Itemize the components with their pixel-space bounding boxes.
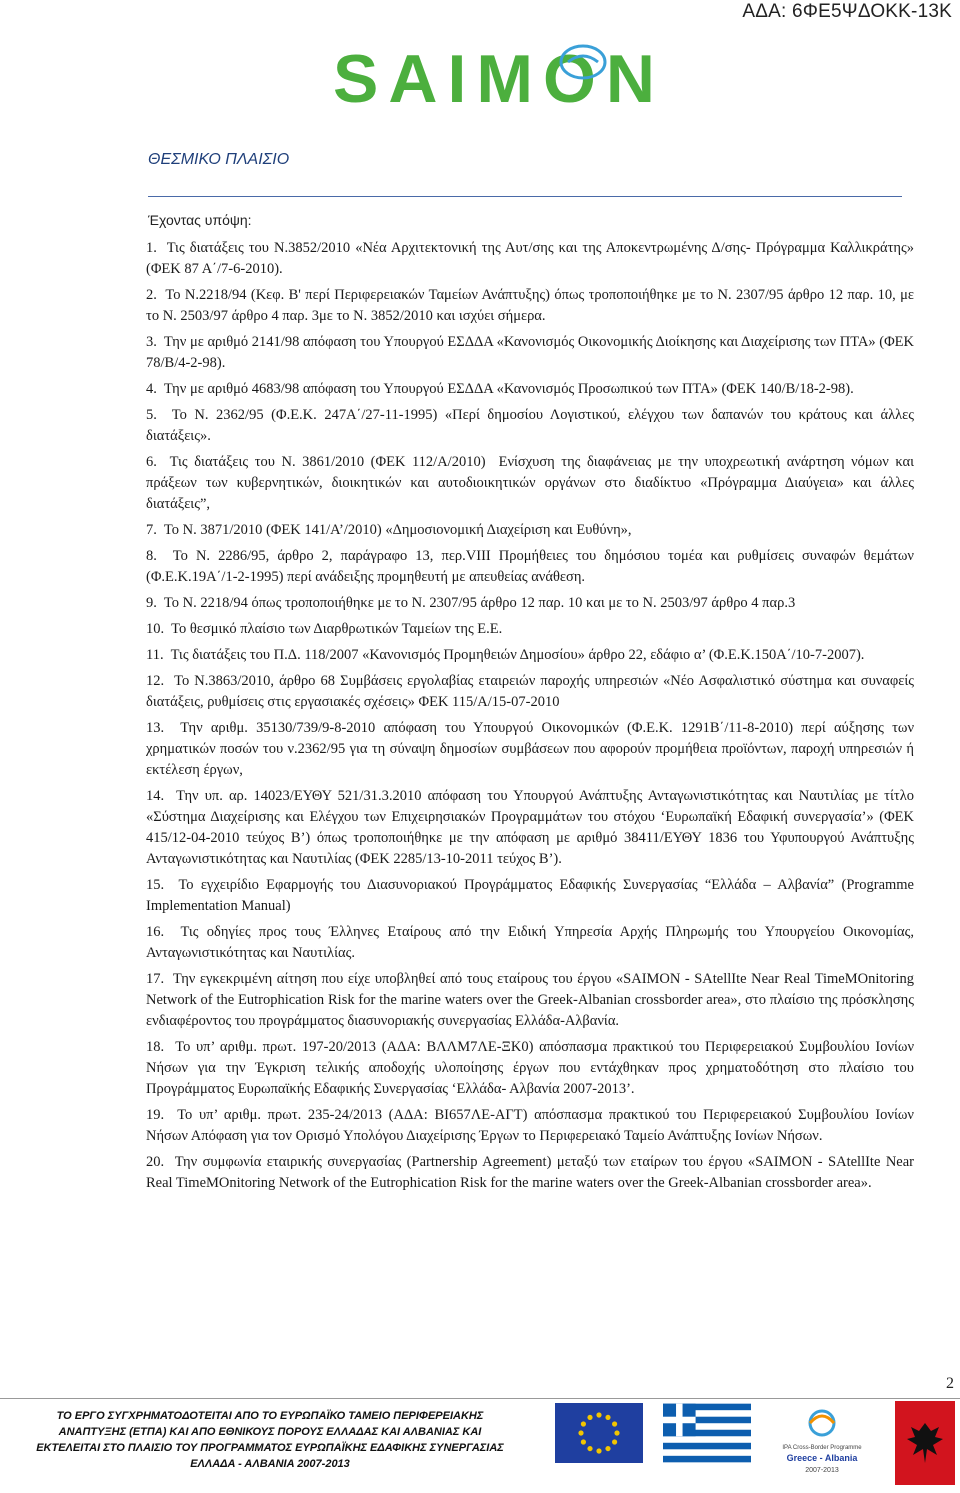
eu-star-icon [578,1430,583,1435]
list-item: 16. Τις οδηγίες προς τους Έλληνες Εταίρους από την Ειδική Υπηρεσία Αρχής Πληρωμής του Υπουργείου Οικονομίας, Ανταγωνιστικότητας και Ναυτιλίας. [146,924,914,961]
footer-line: ΑΝΑΠΤΥΞΗΣ (ΕΤΠΑ) ΚΑΙ ΑΠΟ ΕΘΝΙΚΟΥΣ ΠΟΡΟΥΣ ΕΛΛΑΔΑΣ ΚΑΙ ΑΛΒΑΝΙΑΣ ΚΑΙ [58,1426,482,1438]
eu-star-icon [596,1412,601,1417]
footer-line: ΤΟ ΕΡΓΟ ΣΥΓΧΡΗΜΑΤΟΔΟΤΕΙΤΑΙ ΑΠΟ ΤΟ ΕΥΡΩΠΑΪΚΟ ΤΑΜΕΙΟ ΠΕΡΙΦΕΡΕΙΑΚΗΣ [56,1410,484,1422]
eu-star-icon [614,1430,619,1435]
list-item: 5. Το Ν. 2362/95 (Φ.Ε.Κ. 247Α΄/27-11-1995) «Περί δημοσίου Λογιστικού, ελέγχου των δαπανών του κράτους και άλλες διατάξεις». [146,407,914,444]
list-item: 17. Την εγκεκριμένη αίτηση που είχε υποβληθεί από τους εταίρους του έργου «SAIMON - SAtellIte Near Real TimeMOnitoring Network of the Eutrophication Risk for the marine waters over the Greek-Albanian crossborder area», στο πλαίσιο της πρόσκλησης ενδιαφέροντος του προγράμματος διασυνοριακής συνεργασίας Ελλάδα-Αλβανία. [146,971,914,1029]
albanian-flag-icon [895,1401,955,1485]
list-item: 18. Το υπ’ αριθμ. πρωτ. 197-20/2013 (ΑΔΑ: ΒΛΛΜ7ΛΕ-ΞΚ0) απόσπασμα πρακτικού του Περιφερειακού Συμβουλίου Ιονίων Νήσων για την Έγκριση τελικής αποδοχής υλοποίησης έργων που εντάχθηκαν προς χρηματοδότηση στο πλαίσιο του Προγράμματος Ευρωπαϊκής Εδαφικής Συνεργασίας ‘Ελλάδα- Αλβανία 2007-2013’. [146,1039,914,1097]
list-item: 8. Το Ν. 2286/95, άρθρο 2, παράγραφο 13, περ.VIII Προμήθειες του δημόσιου τομέα και ρυθμίσεις συναφών θεμάτων (Φ.Ε.Κ.19Α΄/1-2-1995) περί ανάδειξης προμηθευτή με απευθείας ανάθεση. [146,548,914,585]
list-item: 20. Την συμφωνία εταιρικής συνεργασίας (Partnership Agreement) μεταξύ των εταίρων του έργου «SAIMON - SAtellIte Near Real TimeMOnitoring Network of the Eutrophication Risk for the marine waters over the Greek-Albanian crossborder area». [146,1154,914,1191]
ipa-country-caption: Greece - Albania [786,1453,858,1463]
footer-funding-text [0,1408,540,1472]
eu-star-icon [605,1415,610,1420]
greek-flag-icon [663,1403,751,1463]
ipa-programme-logo [762,1401,882,1485]
eu-star-icon [612,1439,617,1444]
list-item: 4. Την με αριθμό 4683/98 απόφαση του Υπουργού ΕΣΔΔΑ «Κανονισμός Προσωπικού των ΠΤΑ» (ΦΕΚ 140/Β/18-2-98). [146,381,854,397]
eu-star-icon [581,1421,586,1426]
footer-line: ΕΛΛΑΔΑ - ΑΛΒΑΝΙΑ 2007-2013 [190,1458,350,1470]
list-item: 7. Το Ν. 3871/2010 (ΦΕΚ 141/Α’/2010) «Δημοσιονομική Διαχείριση και Ευθύνη», [146,522,632,538]
list-item: 10. Το θεσμικό πλαίσιο των Διαρθρωτικών Ταμείων της Ε.Ε. [146,621,503,637]
list-item: 12. Το Ν.3863/2010, άρθρο 68 Συμβάσεις εργολαβίας εταιρειών παροχής υπηρεσιών «Νέο Ασφαλιστικό σύστημα και συναφείς διατάξεις, ρυθμίσεις στις εργασιακές σχέσεις» ΦΕΚ 115/Α/15-07-2010 [146,673,914,710]
list-item: 6. Τις διατάξεις του Ν. 3861/2010 (ΦΕΚ 112/Α/2010) Ενίσχυση της διαφάνειας με την υποχρεωτική ανάρτηση νόμων και πράξεων των κυβερνητικών, διοικητικών και αυτοδιοικητικών οργάνων στο διαδίκτυο «Πρόγραμμα Διαύγεια» και άλλες διατάξεις”, [146,454,914,512]
list-item: 13. Την αριθμ. 35130/739/9-8-2010 απόφαση του Υπουργού Οικονομικών (Φ.Ε.Κ. 1291Β΄/11-8-2010) περί αύξησης των χρηματικών ποσών του ν.2362/95 για τη σύναψη δημοσίων συμβάσεων που αφορούν προμήθεια προϊόντων, παροχή υπηρεσιών ή εκτέλεση έργων, [146,720,914,778]
list-item: 1. Τις διατάξεις του Ν.3852/2010 «Νέα Αρχιτεκτονική της Αυτ/σης και της Αποκεντρωμένης Δ/σης- Πρόγραμμα Καλλικράτης» (ΦΕΚ 87 Α΄/7-6-2010). [146,240,914,277]
footer-divider [0,1398,960,1399]
title-divider [148,196,902,197]
list-item: 2. Το Ν.2218/94 (Κεφ. Β' περί Περιφερειακών Ταμείων Ανάπτυξης) όπως τροποποιήθηκε με το Ν. 2307/95 άρθρο 12 παρ. 10, με το Ν. 2503/97 άρθρο 4 παρ. 3με το Ν. 3852/2010 και ισχύει σήμερα. [146,287,914,324]
eu-star-icon [612,1421,617,1426]
ipa-years-caption: 2007-2013 [805,1467,839,1474]
list-item: 19. Το υπ’ αριθμ. πρωτ. 235-24/2013 (ΑΔΑ: ΒΙ657ΛΕ-ΑΓΤ) απόσπασμα πρακτικού του Περιφερειακού Συμβουλίου Ιονίων Νήσων Απόφαση για τον Ορισμό Υπολόγου Διαχείρισης Έργων το Περιφερειακό Ταμείο Ανάπτυξης Ιονίων Νήσων. [146,1107,914,1144]
footer-line: ΕΚΤΕΛΕΙΤΑΙ ΣΤΟ ΠΛΑΙΣΙΟ ΤΟΥ ΠΡΟΓΡΑΜΜΑΤΟΣ ΕΥΡΩΠΑΪΚΗΣ ΕΔΑΦΙΚΗΣ ΣΥΝΕΡΓΑΣΙΑΣ [36,1442,504,1454]
eu-star-icon [587,1415,592,1420]
list-item: 9. Το Ν. 2218/94 όπως τροποποιήθηκε με το Ν. 2307/95 άρθρο 12 παρ. 10 και με το Ν. 2503/97 άρθρο 4 παρ.3 [146,595,796,611]
list-item: 3. Την με αριθμό 2141/98 απόφαση του Υπουργού ΕΣΔΔΑ «Κανονισμός Οικονομικής Διοίκησης και Διαχείρισης των ΠΤΑ» (ΦΕΚ 78/Β/4-2-98). [146,334,914,371]
eu-star-icon [587,1446,592,1451]
eu-star-icon [605,1446,610,1451]
list-item: 14. Την υπ. αρ. 14023/ΕΥΘΥ 521/31.3.2010 απόφαση του Υπουργού Ανάπτυξης Ανταγωνιστικότητας και Ναυτιλίας με τίτλο «Σύστημα Διαχείρισης και Ελέγχου των Επιχειρησιακών Προγραμμάτων του στόχου ‘Ευρωπαϊκή Εδαφική συνεργασία’» (ΦΕΚ 415/12-04-2010 τεύχος Β’) όπως τροποποιήθηκε με την απόφαση με αριθμό 38411/ΕΥΘΥ 1836 του Υφυπουργού Ανάπτυξης Ανταγωνιστικότητας και Ναυτιλίας (ΦΕΚ 2285/13-10-2011 τεύχος Β’). [146,788,914,867]
saimon-logo [325,40,735,112]
ada-code: ΑΔΑ: 6ΦΕ5ΨΔΟΚΚ-13Κ [742,1,952,22]
saimon-logo-text: SAIMON [333,41,665,112]
list-item: 15. Το εγχειρίδιο Εφαρμογής του Διασυνοριακού Προγράμματος Εδαφικής Συνεργασίας “Ελλάδα – Αλβανία” (Programme Implementation Manual) [146,877,914,914]
ipa-caption: IPA Cross-Border Programme [782,1445,862,1451]
page-number: 2 [946,1375,954,1392]
list-item: 11. Τις διατάξεις του Π.Δ. 118/2007 «Κανονισμός Προμηθειών Δημοσίου» άρθρο 22, εδάφιο α’ (Φ.Ε.Κ.150Α΄/10-7-2007). [146,647,865,663]
eu-flag-icon [555,1403,643,1463]
intro-text: Έχοντας υπόψη: [148,212,252,228]
eu-star-icon [596,1448,601,1453]
eu-star-icon [581,1439,586,1444]
legal-framework-list [146,238,914,1199]
section-title: ΘΕΣΜΙΚΟ ΠΛΑΙΣΙΟ [148,151,290,168]
